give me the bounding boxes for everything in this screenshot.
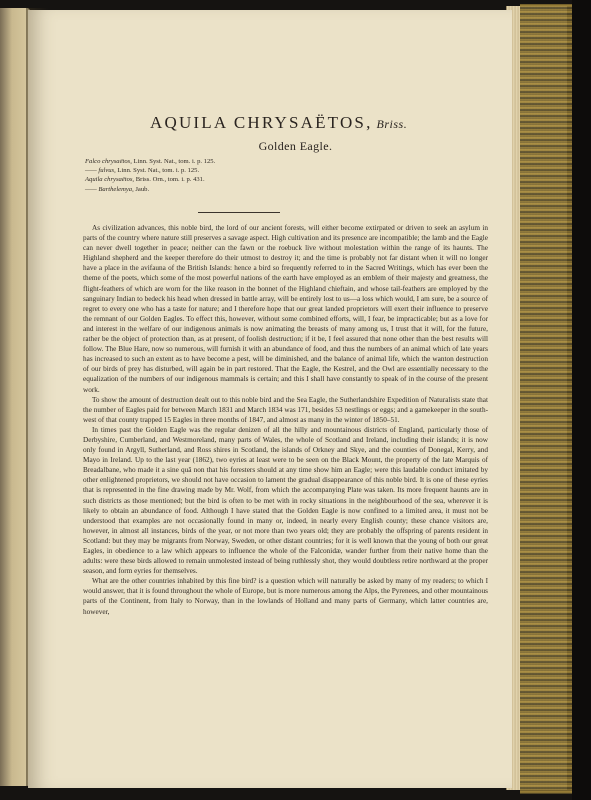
body-paragraph: In times past the Golden Eagle was the regular denizen of all the hilly and mountainous districts of England, particularly those of Derbyshire, Cumberland, and Westmoreland, many parts of Wales, the whole of Scotland and Ireland, including their islands; it is now only found in Argyll, Sutherland, and Ross shires in Scotland, the islands of Orkney and Skye, and the counties of Donegal, Kerry, and Mayo in Ireland. Up to the last year (1862), two eyries at least were to be seen on the Black Mount, the property of the late Marquis of Breadalbane, who made it a sine quâ non that his foresters should at any time show him an Eagle; were this laudable conduct imitated by other enlightened proprietors, we should not have occasion to lament the gradual disappearance of this noble bird. It is one of these eyries that is represented in the fine drawing made by Mr. Wolf, from which the accompanying Plate was taken. Its more frequent haunts are in such districts as those mentioned; but the bird is often to be met with in rocky situations in the neighbourhood of the sea, wherever it is likely to obtain an abundance of food. Although I have stated that the Golden Eagle is now confined to a limited area, it must not be understood that examples are not occasionally found in many or, indeed, in nearly every English county; these chance visitors are, however, in almost all instances, birds of the year, or not more than two years old; they are probably the offspring of parents resident in Scotland: but they may be migrants from Norway, Sweden, or other distant countries; for it is well known that the young of both our great Eagles, in obedience to a law which appears to influence the whole of the Falconidæ, wander further from their native home than the adults: were these birds allowed to remain unmolested instead of being ruthlessly shot, they would doubtless retire northward at the proper season, and form eyries for themselves. [83, 425, 488, 576]
body-paragraph: As civilization advances, this noble bird, the lord of our ancient forests, will either become extirpated or driven to seek an asylum in parts of the country where nature still preserves a savage aspect. High cultivation and its presence are incompatible; the lamb and the Eagle can never dwell together in peace; neither can the fawn or the roebuck live without molestation within the range of its haunts. The Highland shepherd and the keeper therefore do their utmost to destroy it; and the time is probably not far distant when it will no longer have a place in the avifauna of the British Islands: hence a bird so frequently referred to in the Sacred Writings, which has ever been the theme of the poets, which some of the most powerful nations of the earth have employed as an emblem of their majesty and greatness, the flight-feathers of which are worn for the like reason in the bonnet of the Highland chieftain, and whose tail-feathers are employed by the sanguinary Indian to bedeck his head when dressed in battle array, will be entirely lost to us—a loss which would, I am sure, be a source of regret to every one who has a taste for nature; and I therefore hope that our great landed proprietors will exert their influence to preserve the remnant of our Golden Eagles. To effect this, however, without some combined efforts, will, I fear, be impracticable; but as a love for and interest in the welfare of our indigenous animals is now animating the breasts of many among us, I trust that it will, for the future, rather be the object of protection than, as at present, of foolish destruction; if it be, I feel assured that none other than the best results will follow. The Blue Hare, now so numerous, will furnish it with an abundance of food, and thus the numbers of an animal which of late years has increased to such an extent as to have become a pest, will be diminished, and the balance of animal life, which the wanton destruction of our birds of prey has disturbed, will again be in part restored. That the Eagle, the Kestrel, and the Owl are essentially necessary to the equalization of the numbers of our indigenous mammals is certain; and this I shall have constantly to speak of in the course of the present work. [83, 224, 488, 394]
gilt-page-edge [520, 4, 576, 794]
book-cover-edge [572, 0, 591, 800]
synonym-entry: —— Barthelemya, Jaub. [85, 185, 150, 193]
synonym-entry: Aquila chrysaëtos, Briss. Orn., tom. i. p. 431. [85, 176, 205, 184]
article-body [83, 223, 488, 617]
species-author: Briss. [376, 117, 408, 131]
synonymy-list [85, 157, 215, 194]
species-title [150, 113, 407, 133]
synonym-entry: Falco chrysaëtos, Linn. Syst. Nat., tom. i. p. 125. [85, 158, 216, 165]
body-paragraph: What are the other countries inhabited by this fine bird? is a question which will naturally be asked by many of my readers; to which I would answer, that it is found throughout the whole of Europe, but is more numerous among the Alps, the Pyrenees, and other mountainous parts of the Continent, from Italy to Norway, than in the lowlands of Holland and many parts of Germany, which latter countries are, however, [83, 577, 488, 616]
synonym-entry: —— fulvus, Linn. Syst. Nat., tom. i. p. 125. [85, 167, 200, 175]
section-divider [198, 212, 280, 213]
body-paragraph: To show the amount of destruction dealt out to this noble bird and the Sea Eagle, the Sutherlandshire Expedition of Naturalists state that the number of Eagles paid for between March 1831 and March 1834 was 171, besides 53 nestlings or eggs; and a gamekeeper in the south-west of that county trapped 15 Eagles in three months of 1847, and almost as many in the winter of 1850–51. [83, 395, 488, 424]
common-name: Golden Eagle. [258, 139, 333, 153]
species-latin-name: AQUILA CHRYSAËTOS, [150, 113, 373, 132]
